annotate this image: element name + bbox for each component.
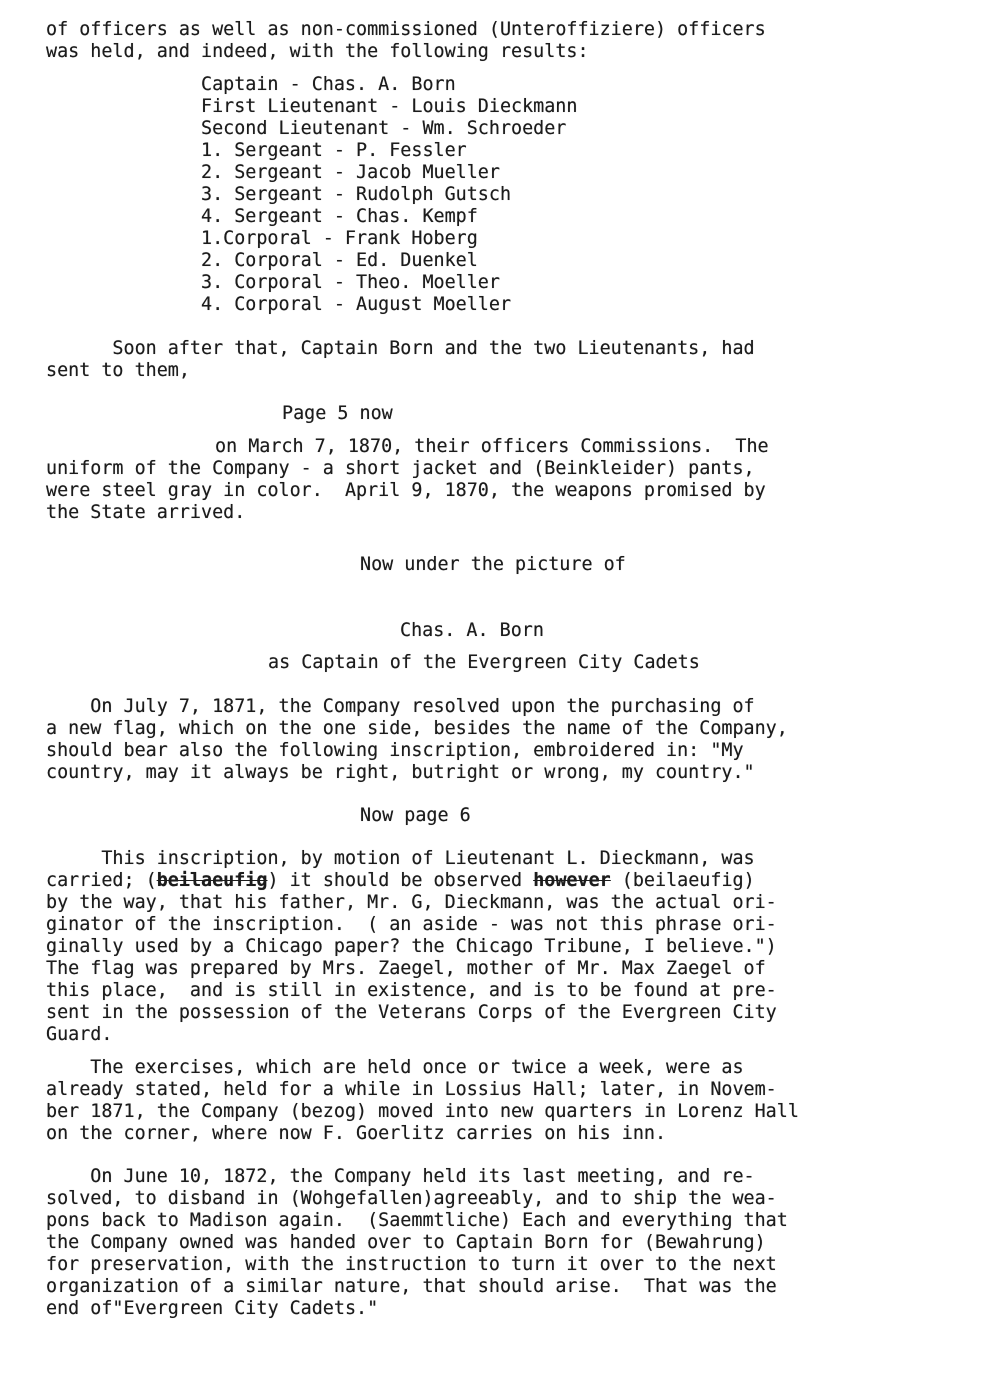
para-june-line: pons back to Madison again. (Saemmtliche) Each and everything that [46, 1210, 788, 1231]
officer-entry: Captain - Chas. A. Born [201, 74, 456, 95]
para-july-line: a new flag, which on the one side, besides the name of the Company, [46, 718, 788, 739]
para-inscription-line: The flag was prepared by Mrs. Zaegel, mother of Mr. Max Zaegel of [46, 958, 766, 979]
para-inscription-line: this place, and is still in existence, and is to be found at pre- [46, 980, 777, 1001]
para-july-line: country, may it always be right, butright or wrong, my country." [46, 762, 755, 783]
para-exercises-line: ber 1871, the Company (bezog) moved into new quarters in Lorenz Hall [46, 1101, 799, 1122]
caption-title: as Captain of the Evergreen City Cadets [268, 652, 700, 673]
para-march-line: the State arrived. [46, 502, 246, 523]
officer-entry: 3. Sergeant - Rudolph Gutsch [201, 184, 512, 205]
para-june-line: On June 10, 1872, the Company held its last meeting, and re- [46, 1166, 755, 1187]
para-inscription-line [46, 870, 755, 892]
text-fragment: (beilaeufig) [610, 870, 755, 891]
para-june-line: end of"Evergreen City Cadets." [46, 1298, 379, 1319]
officer-entry: First Lieutenant - Louis Dieckmann [201, 96, 578, 117]
para-june-line: the Company owned was handed over to Captain Born for (Bewahrung) [46, 1232, 766, 1253]
para-inscription-line: Guard. [46, 1024, 113, 1045]
text-fragment: carried; ( [46, 870, 157, 891]
officer-entry: 3. Corporal - Theo. Moeller [201, 272, 500, 293]
caption-name: Chas. A. Born [400, 620, 544, 641]
para-march-line: on March 7, 1870, their officers Commissions. The [215, 436, 769, 457]
officer-entry: 4. Sergeant - Chas. Kempf [201, 206, 478, 227]
para-soon-line: sent to them, [46, 360, 190, 381]
officer-entry: 2. Corporal - Ed. Duenkel [201, 250, 478, 271]
para-inscription-line: sent in the possession of the Veterans Corps of the Evergreen City [46, 1002, 777, 1023]
para-exercises-line: on the corner, where now F. Goerlitz carries on his inn. [46, 1123, 667, 1144]
intro-line-1: of officers as well as non-commissioned (Unteroffiziere) officers [46, 19, 766, 40]
para-soon-line: Soon after that, Captain Born and the two Lieutenants, had [46, 338, 755, 359]
para-july-line: On July 7, 1871, the Company resolved upon the purchasing of [46, 696, 755, 717]
intro-line-2: was held, and indeed, with the following results: [46, 41, 589, 62]
para-inscription-line: by the way, that his father, Mr. G, Dieckmann, was the actual ori- [46, 892, 777, 913]
para-exercises-line: The exercises, which are held once or twice a week, were as [46, 1057, 744, 1078]
officer-entry: 1. Sergeant - P. Fessler [201, 140, 467, 161]
struck-word: however [533, 870, 611, 891]
para-march-line: were steel gray in color. April 9, 1870, the weapons promised by [46, 480, 766, 501]
para-march-line: uniform of the Company - a short jacket and (Beinkleider) pants, [46, 458, 755, 479]
officer-entry: 2. Sergeant - Jacob Mueller [201, 162, 500, 183]
picture-note: Now under the picture of [360, 554, 626, 575]
para-inscription-line: ginally used by a Chicago paper? the Chicago Tribune, I believe.") [46, 936, 777, 957]
page-6-note: Now page 6 [360, 805, 471, 826]
para-july-line: should bear also the following inscription, embroidered in: "My [46, 740, 744, 761]
para-inscription-line: This inscription, by motion of Lieutenant L. Dieckmann, was [46, 848, 755, 869]
text-fragment: ) it should be observed [267, 870, 534, 891]
para-exercises-line: already stated, held for a while in Lossius Hall; later, in Novem- [46, 1079, 777, 1100]
officer-entry: Second Lieutenant - Wm. Schroeder [201, 118, 567, 139]
para-june-line: organization of a similar nature, that should arise. That was the [46, 1276, 777, 1297]
struck-word: beilaeufig [156, 870, 268, 891]
para-june-line: for preservation, with the instruction to turn it over to the next [46, 1254, 777, 1275]
para-june-line: solved, to disband in (Wohgefallen)agreeably, and to ship the wea- [46, 1188, 777, 1209]
officer-entry: 1.Corporal - Frank Hoberg [201, 228, 478, 249]
page-5-note: Page 5 now [282, 403, 393, 424]
para-inscription-line: ginator of the inscription. ( an aside - was not this phrase ori- [46, 914, 777, 935]
officer-entry: 4. Corporal - August Moeller [201, 294, 512, 315]
